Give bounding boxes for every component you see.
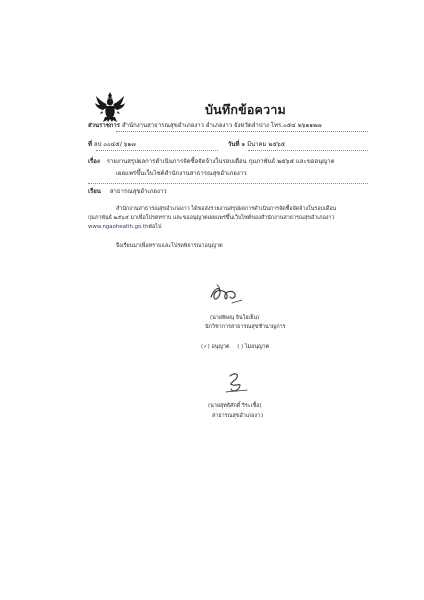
agency-line (88, 122, 322, 130)
closing-text: จึงเรียนมาเพื่อทราบและโปรดพิจารณาอนุญาต (116, 243, 223, 249)
website-link[interactable]: www.ngaohealth.go.th (88, 224, 149, 230)
agency-label: ส่วนราชการ (88, 122, 121, 129)
date-underline (248, 150, 368, 151)
ref-value: ลป ๐๐๔๕/ ๖๑๗ (93, 141, 136, 148)
deny-checkbox[interactable]: ( ) (237, 344, 244, 350)
deny-label: ไม่อนุญาต (244, 344, 270, 350)
signer1-position: นักวิชาการสาธารณสุขชำนาญการ (205, 324, 286, 330)
body-paragraph-line-2: กุมภาพันธ์ ๒๕๖๕ มาเพื่อโปรดทราบ และขออนุญาตเผยแพร่ขึ้นเว็บไซต์ของสำนักงานสาธารณสุขอำเภองาว (88, 215, 335, 221)
subject-text-2: เผยแพร่ขึ้นเว็บไซต์สำนักงานสาธารณสุขอำเภองาว (116, 170, 247, 177)
subject-rule (88, 183, 368, 184)
ref-label: ที่ (88, 141, 92, 148)
date-value: ๑ มีนาคม ๒๕๖๕ (241, 141, 286, 148)
ref-underline (96, 150, 218, 151)
approve-checkbox[interactable]: (✓) (201, 344, 210, 350)
ref-line (88, 141, 136, 149)
subject-text-1: รายงานสรุปผลการดำเนินการจัดซื้อจัดจ้างในรอบเดือน กุมภาพันธ์ ๒๕๖๕ และขออนุญาต (106, 158, 335, 165)
signer2-position: สาธารณสุขอำเภองาว (212, 413, 264, 419)
signature-1 (205, 283, 245, 307)
body-paragraph-line-1: สำนักงานสาธารณสุขอำเภองาว ได้ขอส่งรายงานสรุปผลการดำเนินการจัดซื้อจัดจ้างในรอบเดือน (116, 206, 337, 212)
to-value: สาธารณสุขอำเภองาว (109, 188, 167, 195)
signer1-name: (นายพิษณุ จินใจเย็น) (210, 315, 260, 321)
date-line (228, 141, 285, 149)
date-label: วันที่ (228, 141, 240, 148)
agency-value: สำนักงานสาธารณสุขอำเภองาว อำเภองาว จังหวัดลำปาง โทร.๐๕๔ ๒๖๑๑๒๗ (121, 122, 322, 129)
garuda-emblem-icon (93, 90, 127, 124)
subject-label: เรื่อง (88, 158, 100, 165)
url-suffix: ต่อไป (148, 224, 162, 230)
agency-underline (116, 131, 368, 132)
body-paragraph-line-3 (88, 224, 161, 231)
signature-2 (222, 370, 250, 396)
approval-options (201, 344, 269, 351)
subject-line-1 (88, 158, 334, 166)
signer2-name: (นายสุทธิศักดิ์ ริระเชื้อ) (208, 403, 262, 409)
to-label: เรียน (88, 188, 101, 195)
approve-label: อนุญาต (211, 344, 230, 350)
memo-title: บันทึกข้อความ (205, 102, 286, 117)
to-line (88, 188, 167, 196)
